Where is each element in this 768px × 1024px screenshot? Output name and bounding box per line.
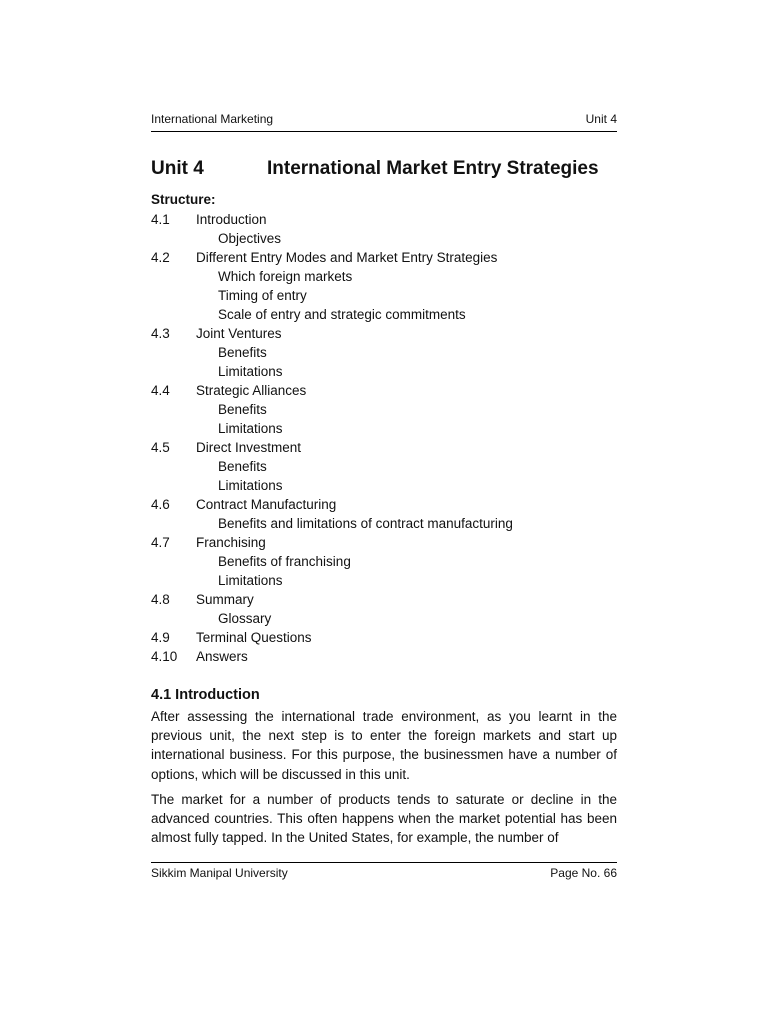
toc-entry [151, 248, 617, 267]
toc-section [151, 628, 617, 647]
toc-section [151, 381, 617, 438]
toc-subsection-list [151, 343, 617, 381]
toc-subsection-list [151, 609, 617, 628]
toc-entry [151, 438, 617, 457]
toc-section-number: 4.4 [151, 383, 170, 398]
toc-subsection-list [151, 267, 617, 324]
paragraph: The market for a number of products tends to saturate or decline in the advanced countries. This often happens when the market potential has been almost fully tapped. In the United States, for example, the number of [151, 792, 617, 846]
toc-subsection: Scale of entry and strategic commitments [218, 307, 466, 322]
toc-subsection-list [151, 229, 617, 248]
toc-section [151, 495, 617, 533]
toc-subsection: Benefits [218, 402, 267, 417]
toc-subsection-list [151, 514, 617, 533]
toc-entry [151, 324, 617, 343]
toc-subsection: Limitations [218, 364, 283, 379]
paragraph: After assessing the international trade environment, as you learnt in the previous unit, the next step is to enter the foreign markets and start up international business. For this purpose, the businessmen have a number of options, which will be discussed in this unit. [151, 709, 617, 782]
toc-subsection-list [151, 457, 617, 495]
toc-subsection: Timing of entry [218, 288, 307, 303]
toc-entry [151, 590, 617, 609]
toc-section-number: 4.9 [151, 630, 170, 645]
header-unit-label: Unit 4 [585, 112, 617, 126]
toc-section-number: 4.7 [151, 535, 170, 550]
toc-section-title: Different Entry Modes and Market Entry Strategies [196, 250, 498, 265]
footer-university: Sikkim Manipal University [151, 866, 288, 880]
running-footer [151, 866, 617, 880]
toc-entry [151, 533, 617, 552]
toc-section [151, 533, 617, 590]
toc-section-number: 4.10 [151, 649, 178, 664]
unit-name: International Market Entry Strategies [267, 158, 599, 179]
toc-subsection: Limitations [218, 573, 283, 588]
toc-entry [151, 647, 617, 666]
toc-section [151, 324, 617, 381]
toc-section-title: Contract Manufacturing [196, 497, 337, 512]
toc-section-number: 4.1 [151, 212, 170, 227]
unit-number: Unit 4 [151, 158, 204, 179]
header-rule [151, 131, 617, 132]
toc-section-number: 4.2 [151, 250, 170, 265]
toc-section-title: Terminal Questions [196, 630, 312, 645]
toc-subsection: Benefits of franchising [218, 554, 351, 569]
toc-section-number: 4.8 [151, 592, 170, 607]
toc-subsection: Limitations [218, 421, 283, 436]
toc-subsection-list [151, 552, 617, 590]
toc-section [151, 438, 617, 495]
toc-section-title: Franchising [196, 535, 266, 550]
toc-section-number: 4.5 [151, 440, 170, 455]
footer-rule [151, 862, 617, 863]
table-of-contents [151, 210, 617, 666]
footer-page-number: Page No. 66 [550, 866, 617, 880]
toc-subsection: Glossary [218, 611, 272, 626]
toc-section [151, 248, 617, 324]
toc-section-title: Strategic Alliances [196, 383, 307, 398]
toc-subsection-list [151, 400, 617, 438]
toc-subsection: Objectives [218, 231, 282, 246]
toc-entry [151, 628, 617, 647]
toc-subsection: Limitations [218, 478, 283, 493]
toc-section-number: 4.6 [151, 497, 170, 512]
toc-section-title: Answers [196, 649, 248, 664]
section-heading-introduction: 4.1 Introduction [151, 687, 260, 703]
running-header [151, 112, 617, 126]
toc-section-number: 4.3 [151, 326, 170, 341]
toc-section-title: Summary [196, 592, 254, 607]
toc-subsection: Benefits and limitations of contract manufacturing [218, 516, 513, 531]
toc-entry [151, 381, 617, 400]
toc-entry [151, 495, 617, 514]
toc-section-title: Direct Investment [196, 440, 302, 455]
toc-entry [151, 210, 617, 229]
toc-subsection: Which foreign markets [218, 269, 353, 284]
toc-section-title: Introduction [196, 212, 267, 227]
structure-heading: Structure: [151, 192, 216, 207]
toc-section [151, 590, 617, 628]
toc-subsection: Benefits [218, 459, 267, 474]
toc-subsection: Benefits [218, 345, 267, 360]
header-course-title: International Marketing [151, 112, 274, 126]
toc-section [151, 647, 617, 666]
toc-section-title: Joint Ventures [196, 326, 282, 341]
toc-section [151, 210, 617, 248]
